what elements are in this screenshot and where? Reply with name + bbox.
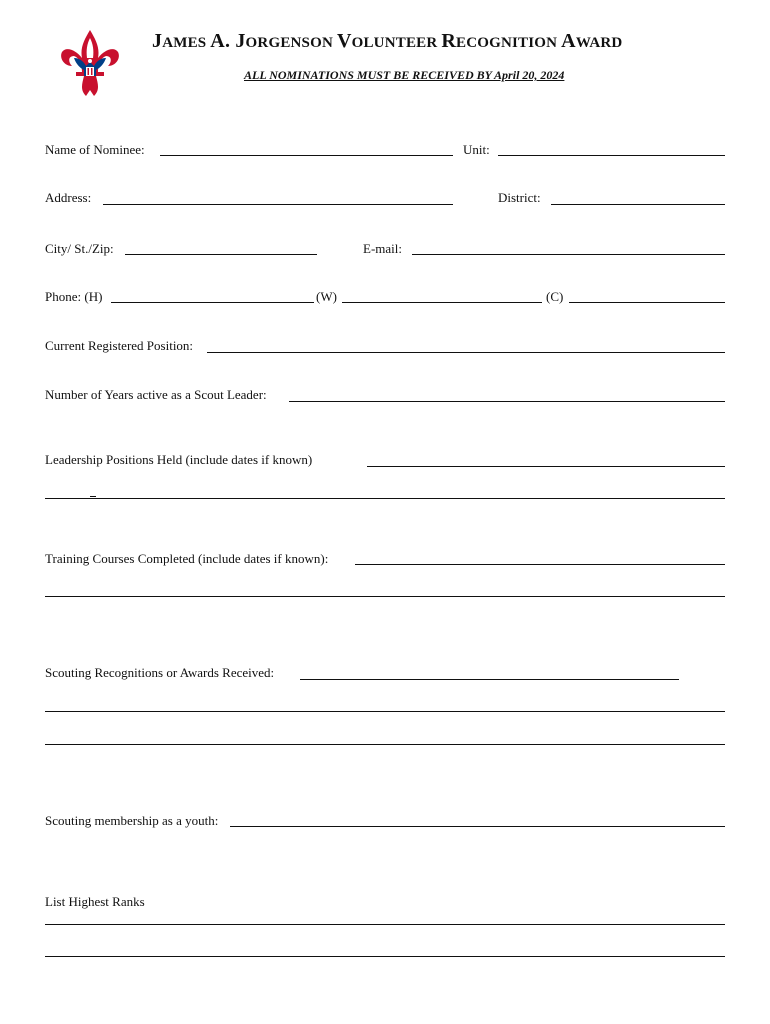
award-title: JAMES A. JORGENSON VOLUNTEER RECOGNITION AWARD (152, 30, 623, 52)
phone-home-label: Phone: (H) (45, 289, 103, 304)
recognitions-field-3[interactable] (45, 744, 725, 745)
phone-work-label: (W) (316, 289, 337, 304)
current-position-label: Current Registered Position: (45, 338, 194, 353)
training-courses-field-2[interactable] (45, 596, 725, 597)
nominee-name-label: Name of Nominee: (45, 142, 145, 157)
recognitions-label: Scouting Recognitions or Awards Received: (45, 665, 275, 680)
years-active-field[interactable] (289, 401, 725, 402)
district-field[interactable] (551, 204, 725, 205)
phone-work-field[interactable] (342, 302, 542, 303)
leadership-positions-field-2[interactable] (45, 498, 725, 499)
nominee-name-field[interactable] (160, 155, 453, 156)
bsa-fleur-de-lis-emblem-icon (60, 28, 120, 98)
address-label: Address: (45, 190, 92, 205)
leadership-positions-field[interactable] (367, 466, 725, 467)
phone-home-field[interactable] (111, 302, 314, 303)
phone-cell-field[interactable] (569, 302, 725, 303)
city-state-zip-field[interactable] (125, 254, 317, 255)
email-label: E-mail: (363, 241, 402, 256)
district-label: District: (498, 190, 541, 205)
unit-field[interactable] (498, 155, 725, 156)
highest-ranks-label: List Highest Ranks (45, 894, 145, 909)
address-field[interactable] (103, 204, 453, 205)
recognitions-field[interactable] (300, 679, 679, 680)
youth-membership-label: Scouting membership as a youth: (45, 813, 219, 828)
highest-ranks-field-2[interactable] (45, 956, 725, 957)
years-active-label: Number of Years active as a Scout Leader: (45, 387, 267, 402)
phone-cell-label: (C) (546, 289, 564, 304)
training-courses-label: Training Courses Completed (include dates if known): (45, 551, 329, 566)
training-courses-field[interactable] (355, 564, 725, 565)
youth-membership-field[interactable] (230, 826, 725, 827)
deadline-notice: ALL NOMINATIONS MUST BE RECEIVED BY April 20, 2024 (244, 68, 565, 82)
city-state-zip-label: City/ St./Zip: (45, 241, 114, 256)
leadership-positions-label: Leadership Positions Held (include dates if known) (45, 452, 313, 467)
unit-label: Unit: (463, 142, 490, 157)
divider (90, 496, 96, 497)
recognitions-field-2[interactable] (45, 711, 725, 712)
email-field[interactable] (412, 254, 725, 255)
highest-ranks-field[interactable] (45, 924, 725, 925)
current-position-field[interactable] (207, 352, 725, 353)
